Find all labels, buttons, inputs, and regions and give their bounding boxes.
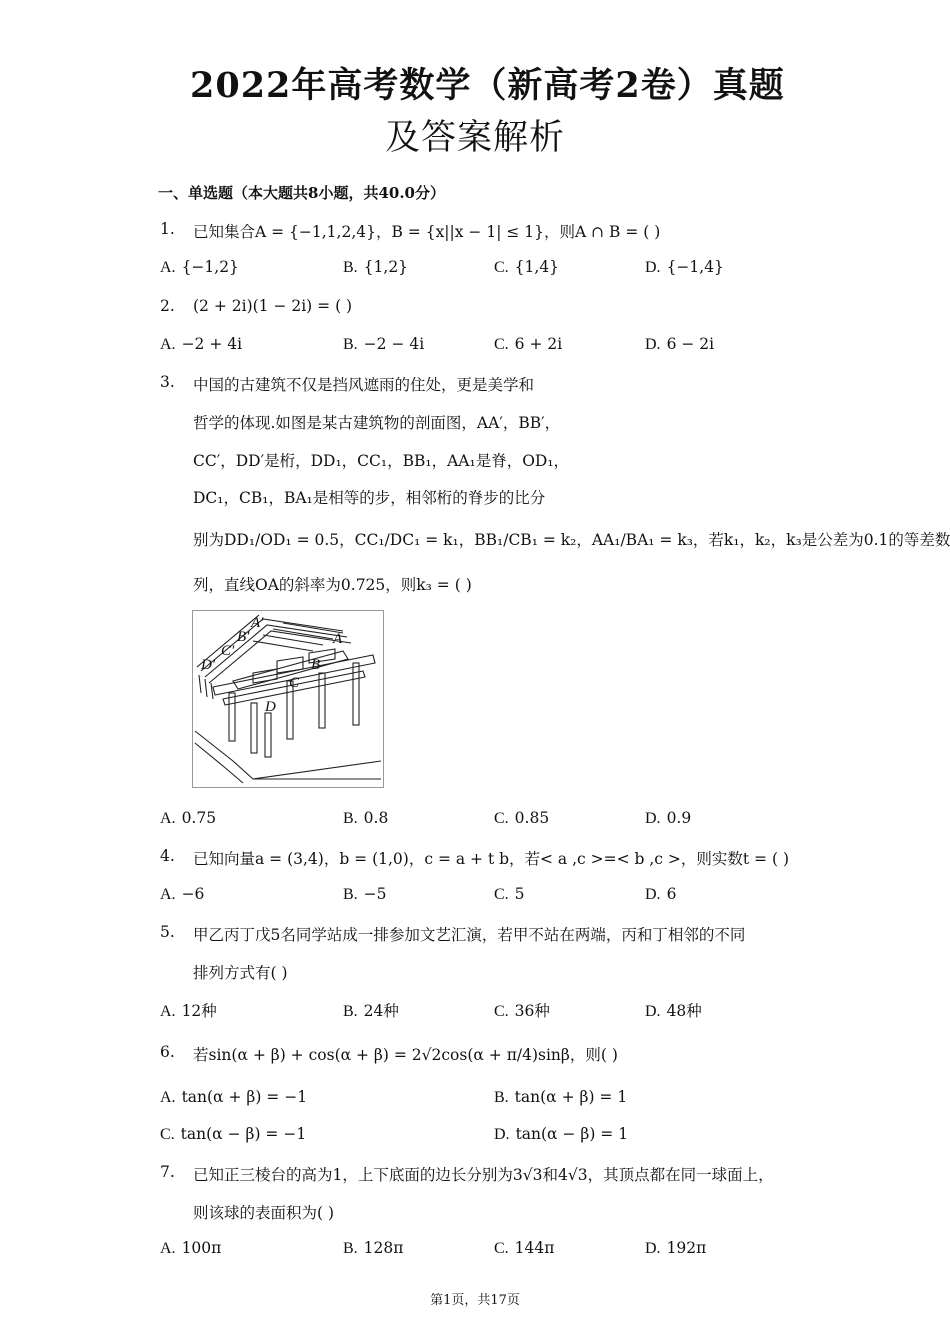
option-b: B. 0.8 <box>343 809 389 827</box>
question-stem-line: 中国的古建筑不仅是挡风遮雨的住处，更是美学和 <box>193 376 535 394</box>
question-stem-line: 哲学的体现.如图是某古建筑物的剖面图，AA′，BB′， <box>193 414 561 432</box>
option-b: B. −5 <box>343 885 387 903</box>
option-a: A. −2 + 4i <box>160 335 243 353</box>
option-a: A. 12种 <box>160 1002 217 1020</box>
question-stem-line: 已知正三棱台的高为1，上下底面的边长分别为3√3和4√3，其顶点都在同一球面上， <box>193 1166 774 1184</box>
question-number: 2. <box>160 297 175 315</box>
page-title-line2: 及答案解析 <box>385 118 566 158</box>
question-number: 6. <box>160 1043 175 1061</box>
option-d: D. 0.9 <box>645 809 692 827</box>
option-a: A. −6 <box>160 885 205 903</box>
question-stem-line: 甲乙丙丁戊5名同学站成一排参加文艺汇演，若甲不站在两端，丙和丁相邻的不同 <box>193 926 746 944</box>
option-d: D. 6 − 2i <box>645 335 715 353</box>
option-c: C. tan(α − β) = −1 <box>160 1125 307 1143</box>
label-a: A <box>333 631 343 647</box>
section-heading: 一、单选题（本大题共8小题，共40.0分） <box>158 184 445 202</box>
option-a: A. 100π <box>160 1239 222 1257</box>
option-a: A. 0.75 <box>160 809 217 827</box>
label-c: C <box>289 675 300 691</box>
option-d: D. 48种 <box>645 1002 702 1020</box>
option-c: C. 5 <box>494 885 525 903</box>
label-a-prime: A′ <box>251 615 264 631</box>
option-b: B. 128π <box>343 1239 404 1257</box>
option-c: C. 144π <box>494 1239 555 1257</box>
question-stem-line: DC₁，CB₁，BA₁是相等的步，相邻桁的脊步的比分 <box>193 489 546 507</box>
question-stem-line: CC′，DD′是桁，DD₁，CC₁，BB₁，AA₁是脊，OD₁， <box>193 452 570 470</box>
question-stem-line: 列，直线OA的斜率为0.725，则k₃ = ( ) <box>193 576 472 594</box>
option-a: A. {−1,2} <box>160 258 239 276</box>
question-number: 3. <box>160 373 175 391</box>
label-d: D <box>265 699 276 715</box>
option-c: C. {1,4} <box>494 258 560 276</box>
label-b-prime: B′ <box>237 629 250 645</box>
question-number: 5. <box>160 923 175 941</box>
option-d: D. tan(α − β) = 1 <box>494 1125 629 1143</box>
label-d-prime: D′ <box>201 657 216 673</box>
option-c: C. 0.85 <box>494 809 550 827</box>
question-stem: (2 + 2i)(1 − 2i) = ( ) <box>193 297 353 315</box>
question-stem: 若sin(α + β) + cos(α + β) = 2√2cos(α + π/4)sinβ，则( ) <box>193 1046 618 1064</box>
option-d: D. {−1,4} <box>645 258 724 276</box>
option-b: B. −2 − 4i <box>343 335 425 353</box>
option-d: D. 192π <box>645 1239 707 1257</box>
label-b: B <box>311 657 321 673</box>
building-drawing <box>193 611 383 787</box>
option-c: C. 36种 <box>494 1002 550 1020</box>
question-stem-line: 别为DD₁/OD₁ = 0.5，CC₁/DC₁ = k₁，BB₁/CB₁ = k₂，AA₁/BA₁ = k₃，若k₁，k₂，k₃是公差为0.1的等差数 <box>193 531 950 549</box>
ancient-building-section-figure <box>192 610 384 788</box>
question-stem-line: 排列方式有( ) <box>193 964 288 982</box>
option-d: D. 6 <box>645 885 677 903</box>
question-number: 7. <box>160 1163 175 1181</box>
page-title-line1: 2022年高考数学（新高考2卷）真题 <box>190 65 785 106</box>
option-a: A. tan(α + β) = −1 <box>160 1088 308 1106</box>
label-c-prime: C′ <box>221 643 235 659</box>
option-b: B. {1,2} <box>343 258 409 276</box>
question-number: 4. <box>160 847 175 865</box>
question-stem-line: 则该球的表面积为( ) <box>193 1204 335 1222</box>
option-b: B. 24种 <box>343 1002 399 1020</box>
question-number: 1. <box>160 220 175 238</box>
option-c: C. 6 + 2i <box>494 335 563 353</box>
option-b: B. tan(α + β) = 1 <box>494 1088 628 1106</box>
question-stem: 已知向量a = (3,4)，b = (1,0)，c = a + t b，若< a ,c >=< b ,c >，则实数t = ( ) <box>193 850 789 868</box>
page-footer: 第1页，共17页 <box>430 1293 520 1308</box>
question-stem: 已知集合A = {−1,1,2,4}，B = {x||x − 1| ≤ 1}，则A ∩ B = ( ) <box>193 223 661 241</box>
